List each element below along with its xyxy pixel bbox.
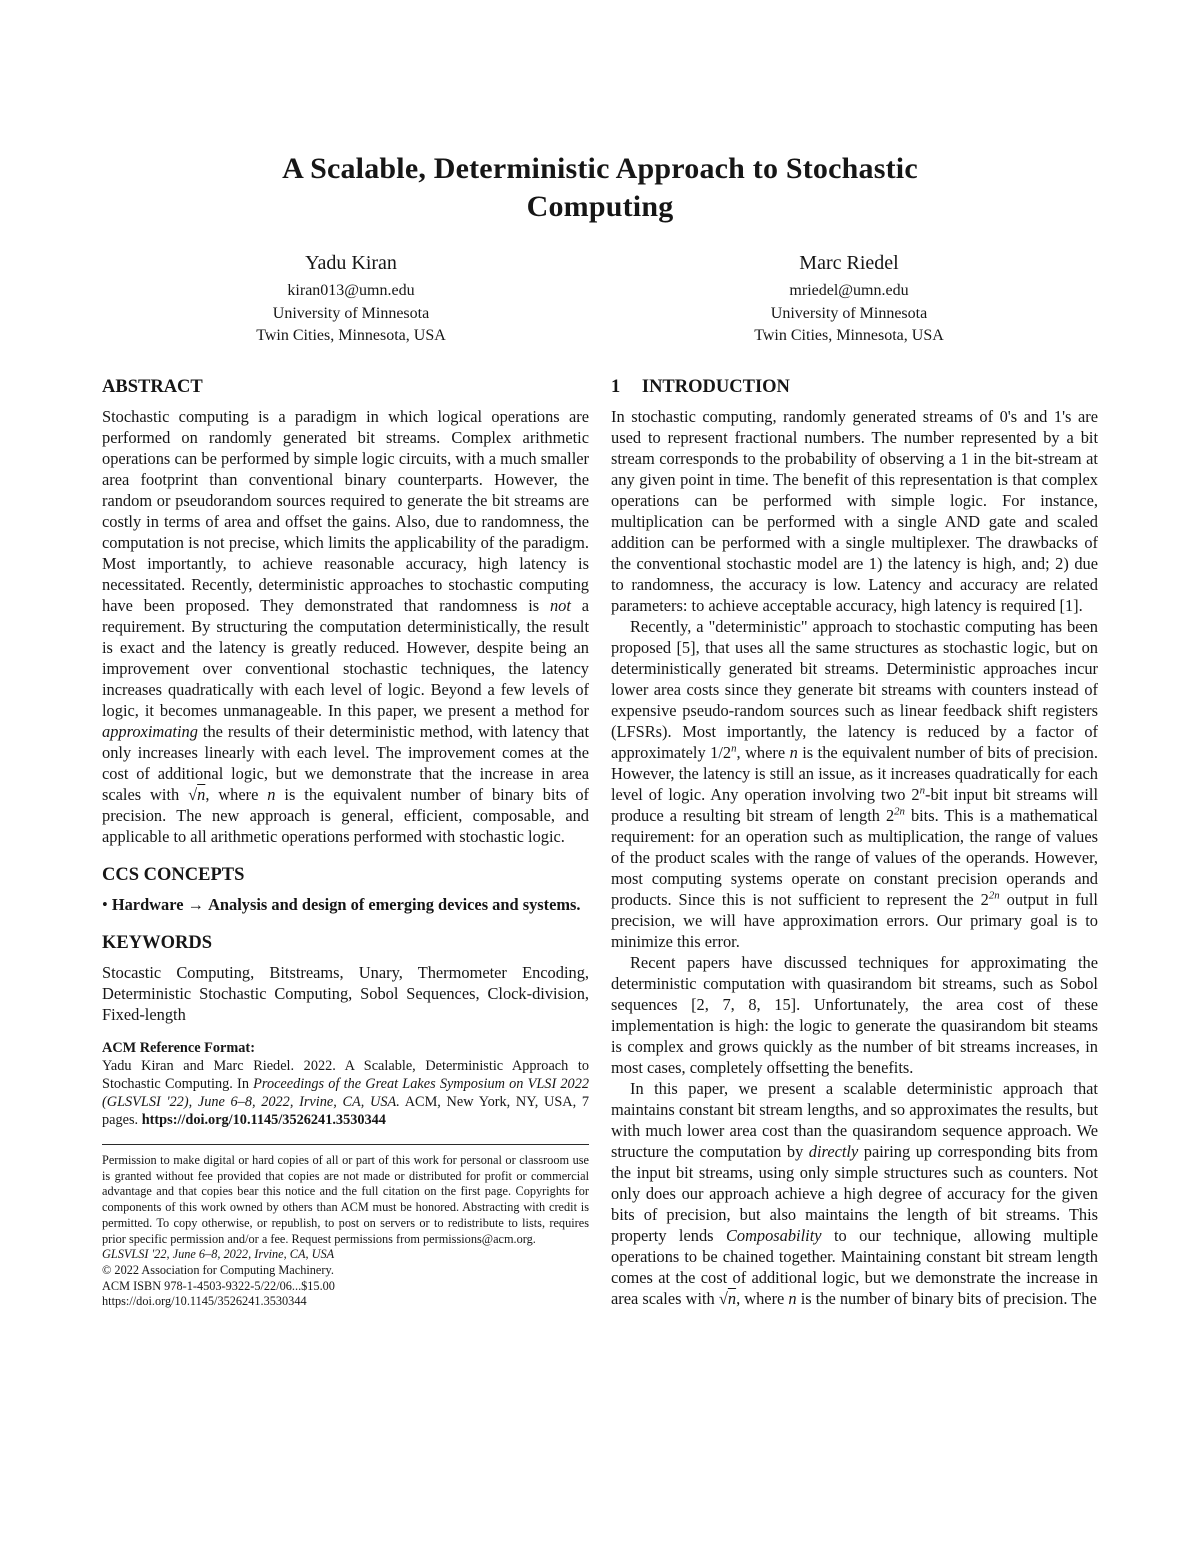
abstract-paragraph: Stochastic computing is a paradigm in which logical operations are performed on randomly generated bit streams. Complex arithmetic operations can be performed by simple logic circuits, with a much smaller area footprint than conventional binary counterparts. However, the random or pseudorandom sources required to generate the bit streams are costly in terms of area and offset the gains. Also, due to randomness, the computation is not precise, which limits the applicability of the paradigm. Most importantly, to achieve reasonable accuracy, high latency is necessitated. Recently, deterministic approaches to stochastic computing have been proposed. They demonstrated that randomness is not a requirement. By structuring the computation deterministically, the result is exact and the latency is greatly reduced. However, despite being an improvement over conventional stochastic techniques, the latency increases quadratically with each level of logic. Beyond a few levels of logic, it becomes unmanageable. In this paper, we present a method for approximating the results of their deterministic method, with latency that only increases linearly with each level. The improvement comes at the cost of additional logic, but we demonstrate that the increase in area scales with √n, where n is the equivalent number of binary bits of precision. The new approach is general, efficient, composable, and applicable to all arithmetic operations performed with stochastic logic. (102, 406, 589, 846)
intro-paragraph-2: Recently, a "deterministic" approach to stochastic computing has been proposed [5], that uses all the same structures as stochastic logic, but on deterministically generated bit streams. Deterministic approaches incur lower area costs since they generate bit streams with counters instead of expensive pseudo-random sources such as linear feedback shift registers (LFSRs). Most importantly, the latency is reduced by a factor of approximately 1/2$^n$, where n is the equivalent number of bits of precision. However, the latency is still an issue, as it increases quadratically for each level of logic. Any operation involving two 2$^n$-bit input bit streams will produce a resulting bit stream of length $2^{2n}$ bits. This is a mathematical requirement: for an operation such as multiplication, the range of values of the product scales with the range of values of the operands. However, most computing systems operate on constant precision operands and products. Since this is not sufficient to represent the $2^{2n}$ output in full precision, we will have approximation errors. Our primary goal is to minimize this error. (611, 616, 1099, 951)
introduction-heading (611, 376, 1098, 398)
column-left (102, 376, 589, 1311)
footnote-divider (102, 1144, 589, 1145)
keywords-paragraph: Stocastic Computing, Bitstreams, Unary, Thermometer Encoding, Deterministic Stochastic Computing, Sobol Sequences, Clock-division, Fixed-length (102, 962, 589, 1024)
acm-reference-text: Yadu Kiran and Marc Riedel. 2022. A Scalable, Deterministic Approach to Stochastic Computing. In Proceedings of the Great Lakes Symposium on VLSI 2022 (GLSVLSI '22), June 6–8, 2022, Irvine, CA, USA. ACM, New York, NY, USA, 7 pages. https://doi.org/10.1145/3526241.3530344 (102, 1058, 590, 1128)
abstract-heading: ABSTRACT (102, 376, 203, 397)
introduction-heading-label: INTRODUCTION (641, 376, 790, 397)
intro-paragraph-3: Recent papers have discussed techniques for approximating the deterministic computation with quasirandom bit streams, such as Sobol sequences [2, 7, 8, 15]. Unfortunately, the area cost of these implementation is high: the logic to generate the quasirandom bit steams is complex and grows quickly as the number of bit streams increases, in most cases, completely offsetting the benefits. (611, 952, 1098, 1077)
author-2-affiliation: University of Minnesota (770, 304, 928, 322)
author-1-email: kiran013@umn.edu (287, 282, 415, 299)
permission-block (102, 1153, 589, 1310)
permission-paragraph: Permission to make digital or hard copies of all or part of this work for personal or classroom use is granted without fee provided that copies are not made or distributed for profit or commercial advantage and that copies bear this notice and the full citation on the first page. Copyrights for components of this work owned by others than ACM must be honored. Abstracting with credit is permitted. To copy otherwise, or republish, to post on servers or to redistribute to lists, requires prior specific permission and/or a fee. Request permissions from permissions@acm.org. (102, 1153, 589, 1246)
author-1 (102, 250, 600, 348)
ccs-text (102, 894, 589, 915)
author-2-name: Marc Riedel (799, 252, 899, 274)
intro-paragraph-1: In stochastic computing, randomly generated streams of 0's and 1's are used to represent fractional numbers. The number represented by a bit stream corresponds to the probability of observing a 1 in the bit-stream at any given point in time. The benefit of this representation is that complex operations can be performed with simple logic. For instance, multiplication can be performed with a single AND gate and scaled addition can be performed with a single multiplexer. The drawbacks of the conventional stochastic model are 1) the latency is high, and; 2) due to randomness, the accuracy is low. Latency and accuracy are related parameters: to achieve acceptable accuracy, high latency is required [1]. (611, 406, 1098, 615)
author-1-affiliation: University of Minnesota (272, 304, 430, 322)
isbn-line: ACM ISBN 978-1-4503-9322-5/22/06...$15.00 (102, 1278, 335, 1293)
introduction-heading-number: 1 (611, 376, 621, 397)
ccs-paragraph: • Hardware → Analysis and design of emerging devices and systems. (102, 894, 581, 914)
author-2-email: mriedel@umn.edu (789, 282, 909, 299)
author-2 (600, 250, 1098, 348)
copyright-line: © 2022 Association for Computing Machinery. (102, 1262, 334, 1277)
ccs-heading: CCS CONCEPTS (102, 864, 245, 885)
author-block (102, 250, 1098, 348)
abstract-text (102, 406, 589, 847)
keywords-heading: KEYWORDS (102, 932, 212, 953)
introduction-text (611, 406, 1098, 1309)
two-column-body (102, 376, 1098, 1311)
author-1-location: Twin Cities, Minnesota, USA (256, 327, 446, 344)
author-1-name: Yadu Kiran (305, 252, 397, 274)
acm-reference-heading: ACM Reference Format: (102, 1039, 255, 1056)
column-right (611, 376, 1098, 1311)
keywords-text (102, 962, 589, 1025)
intro-paragraph-4: In this paper, we present a scalable deterministic approach that maintains constant bit stream lengths, and so approximates the results, but with much lower area cost than the quasirandom sequence approach. We structure the computation by directly pairing up corresponding bits from the input bit streams, using only simple structures such as counters. Not only does our approach achieve a high degree of accuracy for the given bits of precision, but also maintains the length of bit streams. This property lends Composability to our technique, allowing multiple operations to be chained together. Maintaining constant bit stream length comes at the cost of additional logic, but we demonstrate the increase in area scales with √n, where n is the number of binary bits of precision. The (611, 1078, 1098, 1308)
doi-line: https://doi.org/10.1145/3526241.3530344 (102, 1294, 307, 1309)
paper-title: A Scalable, Deterministic Approach to Stochastic Computing (282, 152, 918, 223)
venue-line: GLSVLSI '22, June 6–8, 2022, Irvine, CA, USA (102, 1247, 335, 1262)
author-2-location: Twin Cities, Minnesota, USA (754, 327, 944, 344)
